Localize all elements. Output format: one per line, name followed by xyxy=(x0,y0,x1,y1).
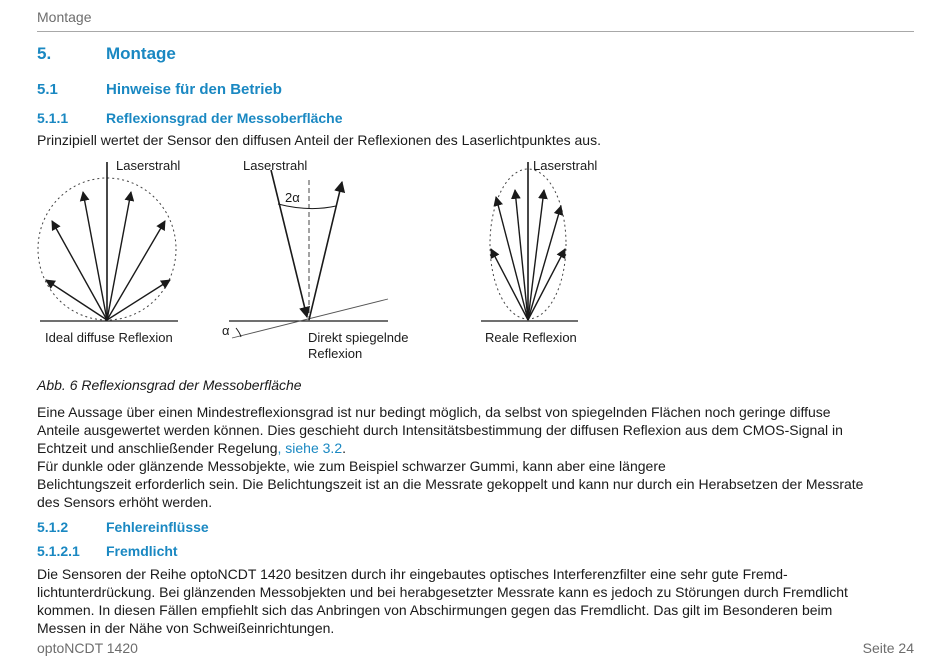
tilt-arc xyxy=(236,328,241,337)
heading-number: 5.1 xyxy=(37,81,58,98)
diagram-specular xyxy=(222,158,408,361)
laserstrahl-label: Laserstrahl xyxy=(116,158,181,173)
text-line: Anteile ausgewertet werden können. Dies geschieht durch Intensitätsbestimmung der diffusen Reflexion aus dem CMOS-Signal in xyxy=(37,422,843,438)
footer-product: optoNCDT 1420 xyxy=(37,640,138,656)
text-fragment: . xyxy=(342,440,346,456)
diagram-label: Reale Reflexion xyxy=(485,330,577,345)
text-line: Belichtungszeit erforderlich sein. Die Belichtungszeit ist an die Messrate gekoppelt und kann nur durch ein Herabsetzen der Messrate xyxy=(37,476,864,492)
reflection-figure xyxy=(0,150,950,365)
heading-number: 5.1.2 xyxy=(37,519,69,535)
text-line: Die Sensoren der Reihe optoNCDT 1420 besitzen durch ihr eingebautes optisches Interferenzfilter eine sehr gute Fremd- xyxy=(37,566,788,582)
diagram-label: Ideal diffuse Reflexion xyxy=(45,330,173,345)
cross-reference-link[interactable]: siehe 3.2 xyxy=(285,440,343,456)
text-separator: , xyxy=(277,440,286,456)
heading-title: Fremdlicht xyxy=(106,543,178,559)
diagram-ideal-diffuse xyxy=(38,158,180,345)
text-line: Eine Aussage über einen Mindestreflexionsgrad ist nur bedingt möglich, da selbst von spiegelnden Flächen noch geringe diffuse xyxy=(37,404,831,420)
diagram-real xyxy=(481,158,597,345)
text-line: Für dunkle oder glänzende Messobjekte, wie zum Beispiel schwarzer Gummi, kann aber eine längere xyxy=(37,458,666,474)
heading-number: 5.1.2.1 xyxy=(37,543,80,559)
heading-number: 5.1.1 xyxy=(37,110,69,126)
text-line-with-link xyxy=(37,439,917,457)
text-line: kommen. In diesen Fällen empfiehlt sich das Anbringen von Abschirmungen gegen das Fremdlicht. Das gilt im Besonderen beim xyxy=(37,602,833,618)
body-paragraph-1 xyxy=(37,403,917,511)
diagram-label-line1: Direkt spiegelnde xyxy=(308,330,409,345)
reflection-arrows xyxy=(46,192,170,320)
heading-title: Montage xyxy=(106,44,176,63)
reflected-beam xyxy=(309,182,342,320)
header-rule xyxy=(37,31,914,32)
diagram-label-line2: Reflexion xyxy=(308,346,363,361)
tilt-angle-label: α xyxy=(222,323,230,338)
footer-page-number: Seite 24 xyxy=(862,640,914,656)
text-line: des Sensors erhöht werden. xyxy=(37,494,213,510)
heading-title: Hinweise für den Betrieb xyxy=(106,81,282,98)
reflection-diagrams xyxy=(0,150,950,365)
intro-paragraph xyxy=(37,131,917,149)
heading-title: Reflexionsgrad der Messoberfläche xyxy=(106,110,343,126)
running-header: Montage xyxy=(37,9,92,25)
laserstrahl-label: Laserstrahl xyxy=(243,158,308,173)
laserstrahl-label: Laserstrahl xyxy=(533,158,598,173)
figure-caption: Abb. 6 Reflexionsgrad der Messoberfläche xyxy=(37,377,302,393)
body-paragraph-2 xyxy=(37,565,917,637)
intro-text: Prinzipiell wertet der Sensor den diffusen Anteil der Reflexionen des Laserlichtpunktes aus. xyxy=(37,132,601,148)
text-fragment: Echtzeit und anschließender Regelung xyxy=(37,440,278,456)
text-line: Messen in der Nähe von Schweißeinrichtungen. xyxy=(37,620,335,636)
angle-label: 2α xyxy=(285,190,300,205)
text-line: lichtunterdrückung. Bei glänzenden Messobjekten und bei herabgesetzter Messrate kann es jedoch zu Störungen durch Fremdlicht xyxy=(37,584,848,600)
heading-number: 5. xyxy=(37,44,52,63)
heading-title: Fehlereinflüsse xyxy=(106,519,209,535)
